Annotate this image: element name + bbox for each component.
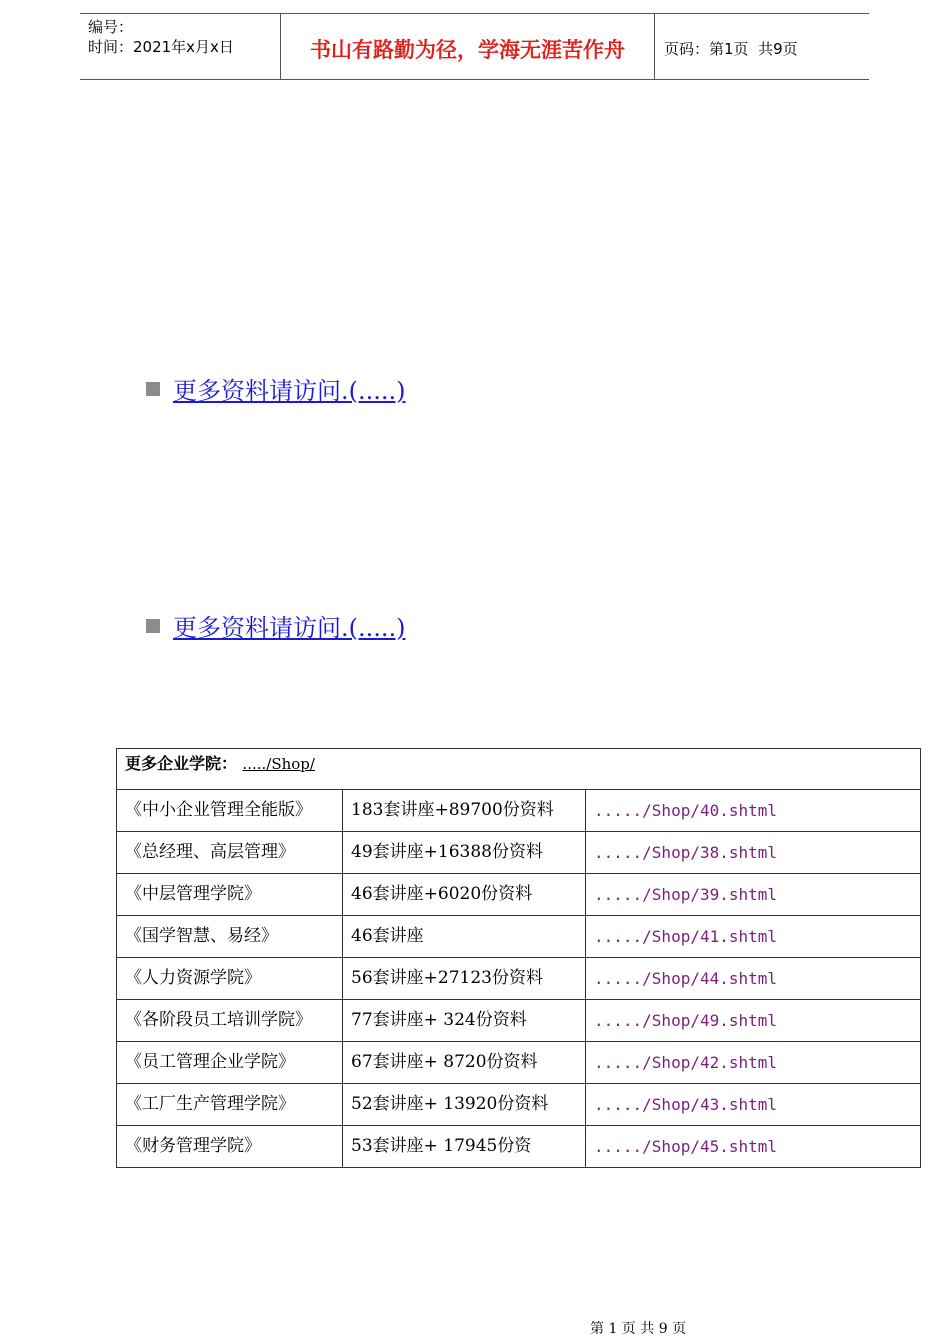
header-page-info [655, 14, 869, 79]
course-url[interactable]: ...../Shop/41.shtml [586, 916, 921, 958]
course-name: 《人力资源学院》 [117, 958, 343, 1000]
number-label: 编号： [88, 18, 134, 36]
table-row [117, 832, 921, 874]
table-header-label: 更多企业学院： [125, 754, 238, 773]
table-row [117, 1000, 921, 1042]
bullet-square-icon [146, 619, 160, 633]
course-url[interactable]: ...../Shop/42.shtml [586, 1042, 921, 1084]
visit-link[interactable]: 更多资料请访问.(.....) [173, 377, 406, 405]
table-row [117, 1084, 921, 1126]
table-header-row [117, 749, 921, 790]
course-count: 49套讲座+16388份资料 [343, 832, 586, 874]
course-url[interactable]: ...../Shop/49.shtml [586, 1000, 921, 1042]
visit-link-row [146, 608, 406, 643]
course-name: 《中小企业管理全能版》 [117, 790, 343, 832]
table-row [117, 1126, 921, 1168]
bullet-square-icon [146, 382, 160, 396]
course-url[interactable]: ...../Shop/39.shtml [586, 874, 921, 916]
course-count: 52套讲座+ 13920份资料 [343, 1084, 586, 1126]
course-name: 《工厂生产管理学院》 [117, 1084, 343, 1126]
course-url[interactable]: ...../Shop/44.shtml [586, 958, 921, 1000]
visit-link-row [146, 371, 406, 406]
course-name: 《各阶段员工培训学院》 [117, 1000, 343, 1042]
course-count: 77套讲座+ 324份资料 [343, 1000, 586, 1042]
course-name: 《总经理、高层管理》 [117, 832, 343, 874]
course-table [116, 748, 921, 1168]
course-name: 《财务管理学院》 [117, 1126, 343, 1168]
footer-page-text: 第 1 页 共 9 页 [590, 1321, 687, 1337]
course-name: 《员工管理企业学院》 [117, 1042, 343, 1084]
page-info-text: 页码：第1页 共9页 [664, 40, 798, 58]
table-body [117, 790, 921, 1168]
course-count: 53套讲座+ 17945份资 [343, 1126, 586, 1168]
visit-link[interactable]: 更多资料请访问.(.....) [173, 614, 406, 642]
course-count: 46套讲座 [343, 916, 586, 958]
table-row [117, 916, 921, 958]
time-label: 时间：2021年x月x日 [88, 38, 234, 56]
page-header [80, 13, 869, 80]
course-count: 67套讲座+ 8720份资料 [343, 1042, 586, 1084]
course-name: 《国学智慧、易经》 [117, 916, 343, 958]
course-count: 56套讲座+27123份资料 [343, 958, 586, 1000]
course-url[interactable]: ...../Shop/40.shtml [586, 790, 921, 832]
header-meta [80, 14, 281, 79]
course-url[interactable]: ...../Shop/38.shtml [586, 832, 921, 874]
course-url[interactable]: ...../Shop/45.shtml [586, 1126, 921, 1168]
course-count: 183套讲座+89700份资料 [343, 790, 586, 832]
shop-link[interactable]: ...../Shop/ [242, 755, 315, 773]
header-motto: 书山有路勤为径，学海无涯苦作舟 [281, 14, 655, 79]
table-row [117, 1042, 921, 1084]
table-row [117, 958, 921, 1000]
table-header-cell [117, 749, 921, 790]
course-count: 46套讲座+6020份资料 [343, 874, 586, 916]
table-row [117, 790, 921, 832]
table-row [117, 874, 921, 916]
course-name: 《中层管理学院》 [117, 874, 343, 916]
course-url[interactable]: ...../Shop/43.shtml [586, 1084, 921, 1126]
